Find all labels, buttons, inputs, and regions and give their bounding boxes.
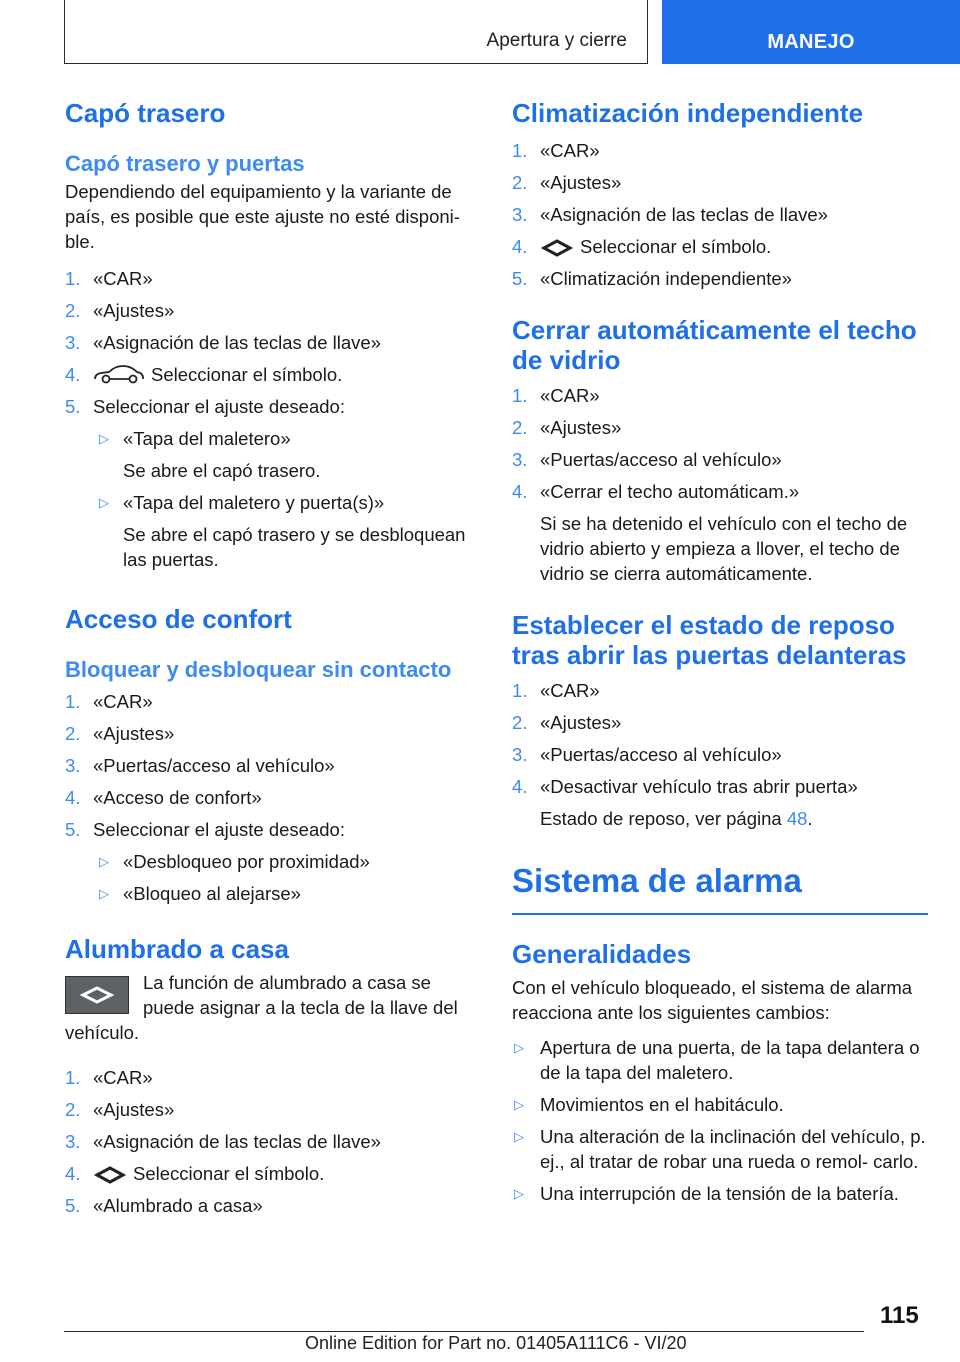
header-section-box	[64, 0, 648, 64]
list-item: 2. «Ajustes»	[512, 172, 622, 193]
note-techo: Si se ha detenido el vehículo con el techo de vidrio abierto y empieza a llover, el techo de vidrio se cierra automáticamente.	[540, 513, 908, 584]
list-item: 1. «CAR»	[512, 140, 600, 161]
list-item: 3. «Puertas/acceso al vehículo»	[512, 449, 782, 470]
list-item: 3. «Asignación de las teclas de llave»	[65, 332, 381, 353]
header-chapter-label: MANEJO	[767, 31, 855, 53]
list-item: 3. «Puertas/acceso al vehículo»	[512, 744, 782, 765]
option-item: ▷ «Desbloqueo por proximidad»	[99, 851, 370, 872]
list-item: 2. «Ajustes»	[512, 712, 622, 733]
list-item: 3. «Asignación de las teclas de llave»	[65, 1131, 381, 1152]
alumbrado-intro-block	[65, 970, 475, 1045]
list-item: 4. Seleccionar el símbolo.	[65, 1163, 325, 1184]
option-item: ▷ «Tapa del maletero»	[99, 428, 291, 449]
list-item: 1. «CAR»	[65, 1067, 153, 1088]
list-item: 5. Seleccionar el ajuste deseado:	[65, 396, 345, 417]
subheading-capo-puertas: Capó trasero y puertas	[65, 151, 305, 176]
paragraph-intro-capo: Dependiendo del equipamiento y la variante de país, es posible que este ajuste no esté disponi- ble.	[65, 181, 460, 252]
list-item: ▷ Una interrupción de la tensión de la batería.	[514, 1183, 899, 1204]
diamond-symbol-icon	[93, 1166, 127, 1184]
page-number: 115	[880, 1302, 919, 1329]
diamond-symbol-icon	[540, 239, 574, 257]
heading-techo-vidrio: Cerrar automáticamente el techo de vidrio	[512, 315, 917, 375]
bullets-alarma	[512, 1035, 928, 1206]
paragraph-intro-alumbrado: La función de alumbrado a casa se puede asignar a la tecla de la llave del vehículo.	[65, 972, 458, 1043]
list-item: 4. «Cerrar el techo automáticam.»	[512, 481, 800, 502]
heading-generalidades: Generalidades	[512, 939, 692, 969]
steps-acceso	[65, 689, 475, 842]
footer-divider	[64, 1331, 864, 1332]
list-item: 1. «CAR»	[512, 680, 600, 701]
list-item: 2. «Ajustes»	[65, 300, 175, 321]
list-item: 4. «Acceso de confort»	[65, 787, 262, 808]
car-symbol-icon	[93, 363, 145, 385]
diamond-key-icon	[66, 977, 128, 1013]
steps-reposo	[512, 678, 928, 799]
list-item: 3. «Asignación de las teclas de llave»	[512, 204, 828, 225]
steps-techo	[512, 383, 928, 504]
paragraph-intro-alarma: Con el vehículo bloqueado, el sistema de alarma reacciona ante los siguientes cambios:	[512, 977, 913, 1023]
header-chapter-tab[interactable]	[662, 0, 960, 64]
option-description: Se abre el capó trasero.	[123, 460, 321, 481]
steps-climatizacion	[512, 138, 928, 291]
steps-capo	[65, 266, 475, 419]
list-item: 3. «Puertas/acceso al vehículo»	[65, 755, 335, 776]
subheading-bloquear: Bloquear y desbloquear sin contacto	[65, 657, 452, 682]
chapter-title-alarma: Sistema de alarma	[512, 861, 928, 915]
list-item: 4. «Desactivar vehículo tras abrir puerta»	[512, 776, 858, 797]
list-item: 4. Seleccionar el símbolo.	[512, 236, 772, 257]
option-description: Se abre el capó trasero y se desbloquean las puertas.	[123, 524, 466, 570]
steps-alumbrado	[65, 1065, 475, 1218]
right-column	[512, 98, 928, 1206]
note-reposo: Estado de reposo, ver página 48.	[540, 808, 813, 829]
list-item: 5. «Alumbrado a casa»	[65, 1195, 263, 1216]
list-item: 1. «CAR»	[65, 691, 153, 712]
heading-climatizacion: Climatización independiente	[512, 98, 864, 128]
list-item: 2. «Ajustes»	[65, 1099, 175, 1120]
option-item: ▷ «Tapa del maletero y puerta(s)»	[99, 492, 385, 513]
list-item: ▷ Movimientos en el habitáculo.	[514, 1094, 784, 1115]
list-item: 1. «CAR»	[65, 268, 153, 289]
list-item: 4. Seleccionar el símbolo.	[65, 364, 343, 385]
list-item: 1. «CAR»	[512, 385, 600, 406]
page-reference-link[interactable]: 48	[786, 808, 808, 829]
list-item: 2. «Ajustes»	[512, 417, 622, 438]
heading-capo-trasero: Capó trasero	[65, 98, 226, 128]
function-key-graphic	[65, 976, 129, 1014]
list-item: 2. «Ajustes»	[65, 723, 175, 744]
list-item: ▷ Apertura de una puerta, de la tapa delantera o de la tapa del maletero.	[514, 1037, 920, 1083]
heading-alumbrado: Alumbrado a casa	[65, 934, 289, 964]
option-item: ▷ «Bloqueo al alejarse»	[99, 883, 301, 904]
header-section-title: Apertura y cierre	[486, 30, 627, 51]
list-item: 5. Seleccionar el ajuste deseado:	[65, 819, 345, 840]
footer-edition: Online Edition for Part no. 01405A111C6 - VI/20	[305, 1333, 687, 1353]
list-item: 5. «Climatización independiente»	[512, 268, 792, 289]
heading-estado-reposo: Establecer el estado de reposo tras abrir las puertas delanteras	[512, 610, 907, 670]
left-column	[65, 98, 475, 1218]
heading-acceso-confort: Acceso de confort	[65, 604, 292, 634]
list-item: ▷ Una alteración de la inclinación del vehículo, p. ej., al tratar de robar una rueda o remol- carlo.	[514, 1126, 926, 1172]
